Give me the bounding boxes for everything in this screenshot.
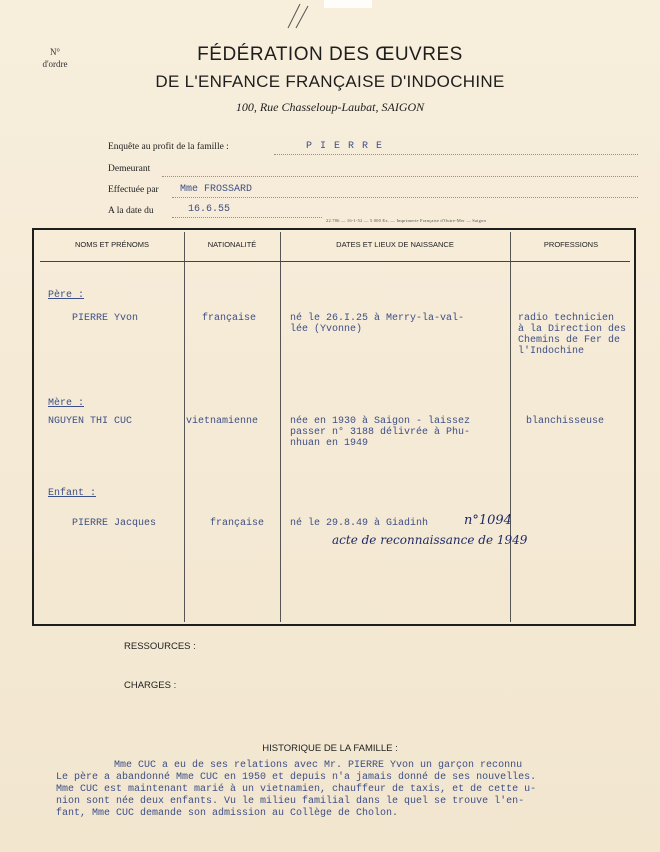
col-divider-1 bbox=[184, 232, 185, 622]
no-ordre-line2: d'ordre bbox=[42, 59, 68, 69]
pere-section-label: Père : bbox=[48, 290, 85, 301]
enfant-name: PIERRE Jacques bbox=[72, 518, 157, 529]
col-header-naissance: DATES ET LIEUX DE NAISSANCE bbox=[336, 240, 454, 249]
historique-line-4: nion sont née deux enfants. Vu le milieu familial dans le quel se trouve l'en- bbox=[56, 796, 525, 807]
address: 100, Rue Chasseloup-Laubat, SAIGON bbox=[235, 100, 425, 114]
page-title: FÉDÉRATION DES ŒUVRES bbox=[197, 44, 463, 65]
effectuee-value: Mme FROSSARD bbox=[180, 184, 253, 195]
mere-nationality: vietnamienne bbox=[186, 416, 259, 427]
historique-line-1: Mme CUC a eu de ses relations avec Mr. PIERRE Yvon un garçon reconnu bbox=[114, 760, 523, 771]
page-subtitle: DE L'ENFANCE FRANÇAISE D'INDOCHINE bbox=[155, 72, 505, 91]
mere-profession: blanchisseuse bbox=[526, 416, 605, 427]
enquete-label: Enquête au profit de la famille : bbox=[108, 142, 229, 152]
col-header-professions: PROFESSIONS bbox=[543, 240, 599, 249]
historique-line-3: Mme CUC est maintenant marié à un vietnamien, chauffeur de taxis, et de cette u- bbox=[56, 784, 537, 795]
date-label: A la date du bbox=[108, 206, 154, 216]
ressources-label: RESSOURCES : bbox=[124, 641, 196, 652]
effectuee-label: Effectuée par bbox=[108, 185, 159, 195]
enfant-nationality: française bbox=[210, 518, 265, 529]
mere-birth-line2: passer n° 3188 délivrée à Phu- bbox=[290, 427, 471, 438]
pere-profession-line3: Chemins de Fer de bbox=[518, 335, 621, 346]
charges-label: CHARGES : bbox=[124, 680, 177, 691]
tape-strip bbox=[324, 0, 372, 8]
historique-line-2: Le père a abandonné Mme CUC en 1950 et depuis n'a jamais donné de ses nouvelles. bbox=[56, 772, 537, 783]
enquete-line bbox=[274, 154, 638, 155]
mere-section-label: Mère : bbox=[48, 398, 85, 409]
pere-name: PIERRE Yvon bbox=[72, 313, 139, 324]
col-header-noms: NOMS ET PRÉNOMS bbox=[74, 240, 150, 249]
enfant-birth: né le 29.8.49 à Giadinh bbox=[290, 518, 429, 529]
pere-birth-line1: né le 26.I.25 à Merry-la-val- bbox=[290, 313, 465, 324]
pen-mark-icon bbox=[284, 0, 314, 30]
pere-profession-line4: l'Indochine bbox=[518, 346, 585, 357]
pere-birth-line2: lée (Yvonne) bbox=[290, 324, 363, 335]
enfant-section-label: Enfant : bbox=[48, 488, 97, 499]
historique-title: HISTORIQUE DE LA FAMILLE : bbox=[262, 743, 398, 754]
col-divider-2 bbox=[280, 232, 281, 622]
effectuee-line bbox=[172, 197, 638, 198]
printer-imprint: 22.786 — 16-1-52 — 5.000 Ex. — Imprimerie Française d'Outre-Mer — Saigon bbox=[326, 218, 486, 223]
col-header-nationalite: NATIONALITÉ bbox=[207, 240, 257, 249]
mere-name: NGUYEN THI CUC bbox=[48, 416, 133, 427]
demeurant-label: Demeurant bbox=[108, 164, 151, 174]
enfant-handwritten-number: n°1094 bbox=[464, 513, 512, 528]
table-header-rule bbox=[40, 261, 630, 262]
pere-profession-line2: à la Direction des bbox=[518, 324, 627, 335]
mere-birth-line1: née en 1930 à Saigon - laissez bbox=[290, 416, 471, 427]
demeurant-line bbox=[162, 176, 638, 177]
enfant-handwritten-note: acte de reconnaissance de 1949 bbox=[332, 533, 528, 547]
no-ordre-line1: N° bbox=[49, 47, 61, 57]
mere-birth-line3: nhuan en 1949 bbox=[290, 438, 369, 449]
enquete-value: P I E R R E bbox=[306, 141, 384, 152]
col-divider-3 bbox=[510, 232, 511, 622]
date-line bbox=[172, 217, 322, 218]
date-value: 16.6.55 bbox=[188, 204, 231, 215]
pere-nationality: française bbox=[202, 313, 257, 324]
historique-line-5: fant, Mme CUC demande son admission au Collège de Cholon. bbox=[56, 808, 399, 819]
pere-profession-line1: radio technicien bbox=[518, 313, 615, 324]
